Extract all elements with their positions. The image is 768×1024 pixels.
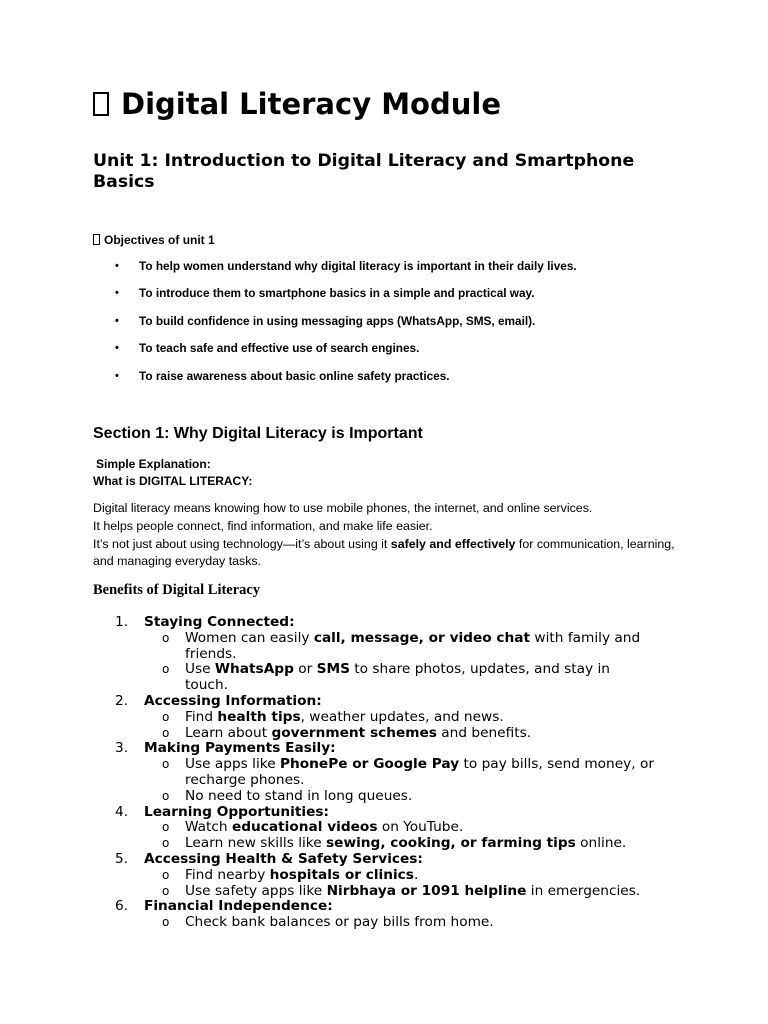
unit-title: Unit 1: Introduction to Digital Literacy and Smartphone Basics xyxy=(93,151,635,192)
objective-text: To help women understand why digital literacy is important in their daily lives. xyxy=(139,259,577,273)
sub-list-item xyxy=(93,868,693,884)
sub-item-text: Check bank balances or pay bills from home. xyxy=(185,914,494,931)
sub-list-item xyxy=(93,631,693,647)
sub-item-text: Find nearby hospitals or clinics. xyxy=(185,866,419,883)
list-number: 3. xyxy=(115,740,129,757)
sub-item-text: Use apps like PhonePe or Google Pay to pay bills, send money, or xyxy=(185,756,654,773)
paragraph-line: It’s not just about using technology—it’s about using it xyxy=(93,536,391,551)
list-item xyxy=(93,313,693,340)
sub-bullet-icon: o xyxy=(162,820,170,835)
list-item xyxy=(93,258,693,285)
objectives-heading-text: Objectives of unit 1 xyxy=(104,233,215,247)
bullet-icon: • xyxy=(115,369,119,382)
sub-bullet-icon: o xyxy=(162,757,170,772)
benefit-heading: Accessing Health & Safety Services: xyxy=(144,850,423,867)
objectives-heading xyxy=(93,232,215,248)
sub-item-text: Learn new skills like sewing, cooking, or farming tips online. xyxy=(185,835,627,852)
benefit-heading: Making Payments Easily: xyxy=(144,740,336,757)
bullet-icon: • xyxy=(115,260,119,272)
list-item xyxy=(93,340,693,367)
sub-list-item xyxy=(93,820,693,836)
sub-item-text: Learn about government schemes and benefits. xyxy=(185,724,532,741)
objectives-list xyxy=(93,258,693,395)
list-item xyxy=(93,694,693,710)
benefits-title: Benefits of Digital Literacy xyxy=(93,582,261,598)
sub-list-item xyxy=(93,915,693,931)
sub-list-item xyxy=(93,884,693,900)
paragraph-line: Digital literacy means knowing how to use mobile phones, the internet, and online services. xyxy=(93,501,593,515)
bullet-icon: • xyxy=(115,287,119,300)
missing-glyph-icon xyxy=(93,234,100,245)
missing-glyph-icon xyxy=(93,92,109,116)
sub-item-text: friends. xyxy=(185,645,237,662)
sub-bullet-icon: o xyxy=(162,630,170,645)
sub-bullet-icon: o xyxy=(162,836,170,851)
list-item xyxy=(93,852,693,868)
sub-item-text: Find health tips, weather updates, and news. xyxy=(185,708,504,725)
objective-text: To raise awareness about basic online safety practices. xyxy=(139,368,450,383)
sub-bullet-icon: o xyxy=(162,662,170,677)
bullet-icon: • xyxy=(115,342,119,355)
definition-paragraph xyxy=(93,500,683,571)
list-item xyxy=(93,741,693,757)
sub-item-text: Watch educational videos on YouTube. xyxy=(185,819,464,836)
sub-bullet-icon: o xyxy=(162,867,170,882)
sub-item-text: touch. xyxy=(185,677,228,694)
simple-explanation-label: Simple Explanation: xyxy=(96,457,211,471)
list-item xyxy=(93,899,693,915)
sub-list-item-continuation xyxy=(93,773,693,789)
sub-bullet-icon: o xyxy=(162,915,170,930)
benefit-heading: Financial Independence: xyxy=(144,898,333,915)
list-item xyxy=(93,285,693,312)
benefit-heading: Accessing Information: xyxy=(144,692,322,709)
sub-bullet-icon: o xyxy=(162,725,170,740)
sub-list-item xyxy=(93,710,693,726)
list-item xyxy=(93,368,693,395)
list-number: 6. xyxy=(115,898,129,915)
sub-item-text: Use WhatsApp or SMS to share photos, updates, and stay in xyxy=(185,661,610,678)
bold-phrase: safely and effectively xyxy=(390,536,516,551)
sub-list-item xyxy=(93,662,693,678)
sub-item-text: No need to stand in long queues. xyxy=(185,787,413,804)
benefit-heading: Learning Opportunities: xyxy=(144,803,329,820)
sub-bullet-icon: o xyxy=(162,709,170,724)
sub-list-item xyxy=(93,836,693,852)
objective-text: To teach safe and effective use of search engines. xyxy=(139,341,420,356)
section-title: Section 1: Why Digital Literacy is Important xyxy=(93,425,423,442)
list-item xyxy=(93,805,693,821)
objective-text: To introduce them to smartphone basics in a simple and practical way. xyxy=(139,286,535,301)
what-is-label: What is DIGITAL LITERACY: xyxy=(93,474,253,488)
paragraph-line: for communication, learning, and managing everyday tasks. xyxy=(93,536,675,569)
sub-list-item-continuation xyxy=(93,678,693,694)
objective-text: To build confidence in using messaging apps (WhatsApp, SMS, email). xyxy=(139,313,536,328)
list-number: 4. xyxy=(115,803,129,820)
paragraph-line: It helps people connect, find information, and make life easier. xyxy=(93,518,433,533)
sub-bullet-icon: o xyxy=(162,788,170,803)
bullet-icon: • xyxy=(115,314,119,327)
sub-list-item xyxy=(93,726,693,742)
list-number: 2. xyxy=(115,692,129,709)
sub-list-item xyxy=(93,757,693,773)
benefits-list xyxy=(93,615,693,931)
sub-item-text: Women can easily call, message, or video chat with family and xyxy=(185,629,641,646)
sub-list-item-continuation xyxy=(93,647,693,663)
sub-list-item xyxy=(93,789,693,805)
sub-item-text: Use safety apps like Nirbhaya or 1091 helpline in emergencies. xyxy=(185,882,641,899)
document-title-text: Digital Literacy Module xyxy=(121,87,501,121)
sub-bullet-icon: o xyxy=(162,883,170,898)
list-item xyxy=(93,615,693,631)
document-title xyxy=(93,86,501,122)
list-number: 5. xyxy=(115,850,129,867)
list-number: 1. xyxy=(115,614,129,630)
sub-item-text: recharge phones. xyxy=(185,771,305,788)
benefit-heading: Staying Connected: xyxy=(144,614,295,630)
